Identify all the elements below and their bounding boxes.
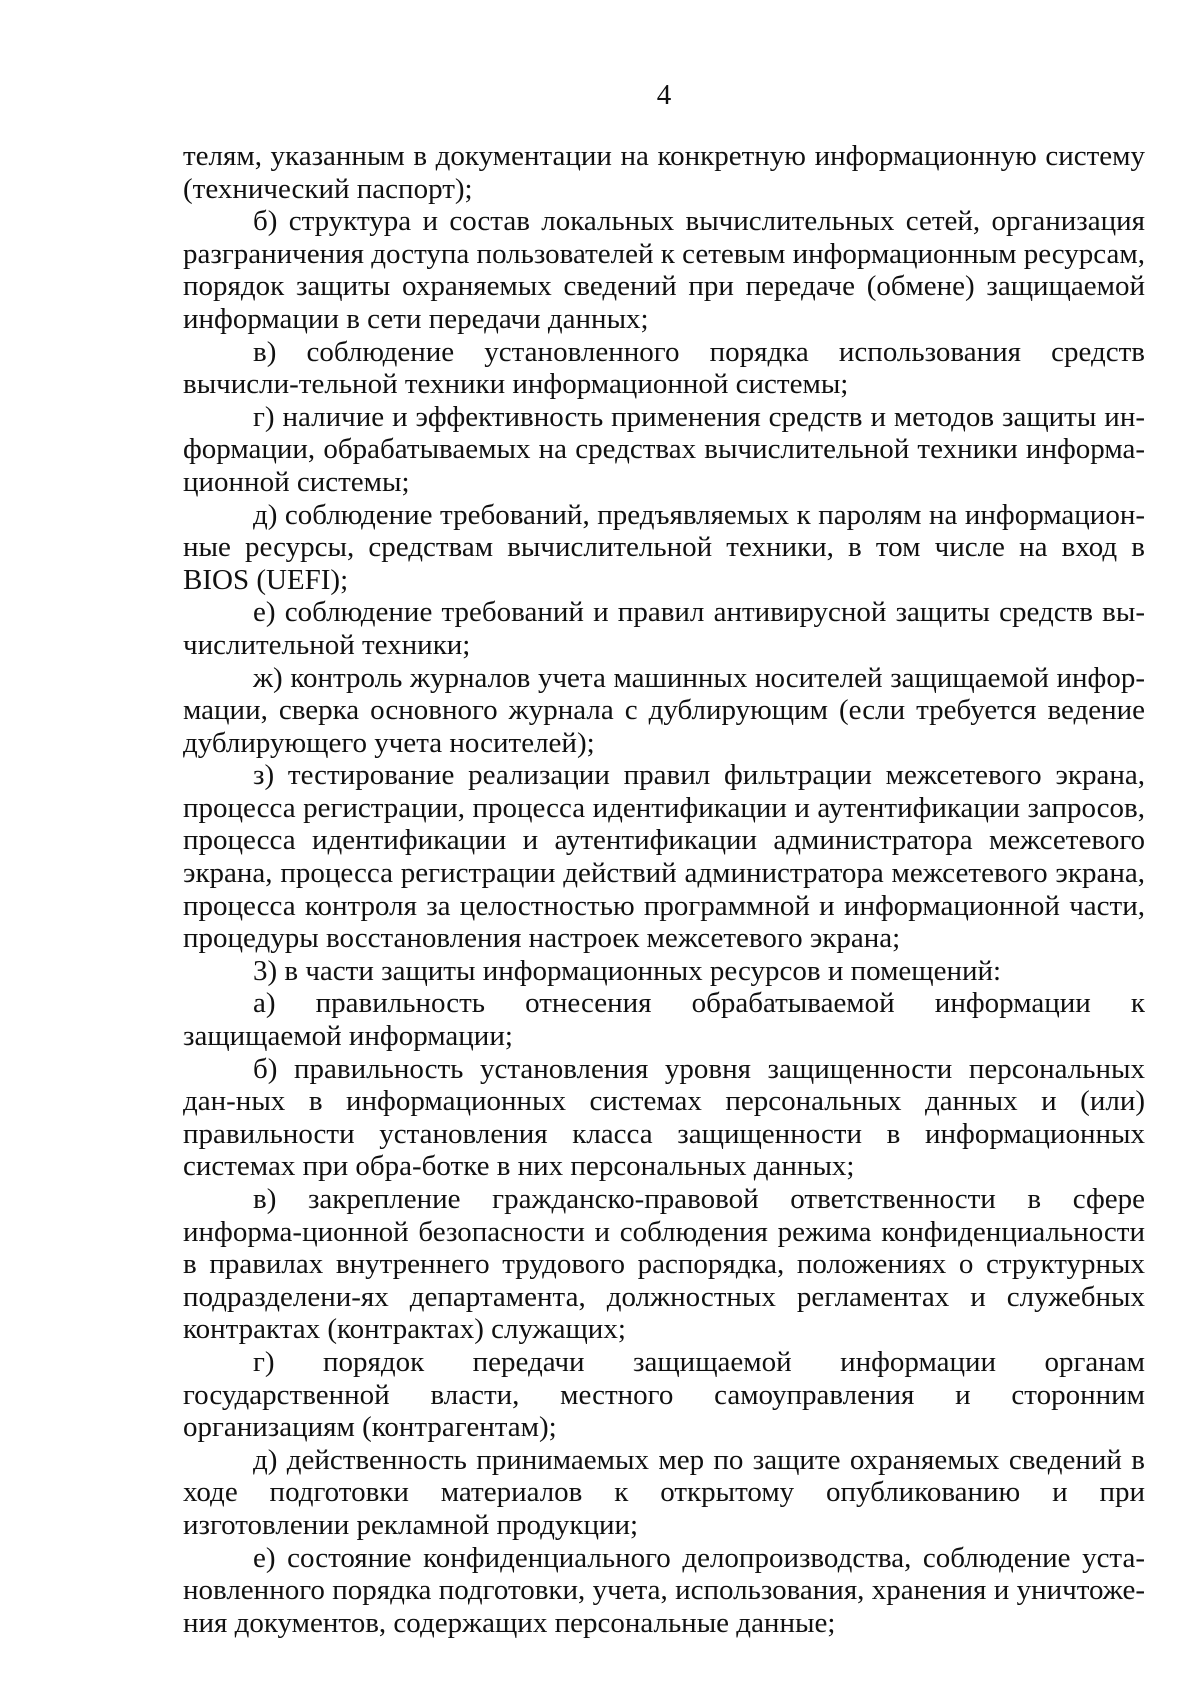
paragraph: е) соблюдение требований и правил антивирусной защиты средств вы-числительной техники; [183,596,1145,661]
paragraph: з) тестирование реализации правил фильтрации межсетевого экрана, процесса регистрации, процесса идентификации и аутентификации запросов, процесса идентификации и аутентификации администратора межсетевого экрана, процесса регистрации действий администратора межсетевого экрана, процесса контроля за целостностью программной и информационной части, процедуры восстановления настроек межсетевого экрана; [183,759,1145,955]
paragraph: телям, указанным в документации на конкретную информационную систему (технический паспорт); [183,140,1145,205]
paragraph: г) порядок передачи защищаемой информации органам государственной власти, местного самоуправления и сторонним организациям (контрагентам); [183,1345,1145,1444]
page-number: 4 [656,79,672,111]
paragraph: б) правильность установления уровня защищенности персональных дан-ных в информационных системах персональных данных и (или) правильности установления класса защищенности в информационных системах при обра-ботке в них персональных данных; [183,1052,1145,1183]
paragraph: г) наличие и эффективность применения средств и методов защиты ин-формации, обрабатываемых на средствах вычислительной техники информа-ционной системы; [183,400,1145,498]
paragraph: д) действенность принимаемых мер по защите охраняемых сведений в ходе подготовки материалов к открытому опубликованию и при изготовлении рекламной продукции; [183,1443,1145,1541]
paragraph: а) правильность отнесения обрабатываемой информации к защищаемой информации; [183,987,1145,1053]
paragraph: е) состояние конфиденциального делопроизводства, соблюдение уста-новленного порядка подготовки, учета, использования, хранения и уничтоже-ния документов, содержащих персональные данные; [183,1541,1145,1639]
paragraph: б) структура и состав локальных вычислительных сетей, организация разграничения доступа пользователей к сетевым информационным ресурсам, порядок защиты охраняемых сведений при передаче (обмене) защищаемой информации в сети передачи данных; [183,205,1145,335]
paragraph: д) соблюдение требований, предъявляемых к паролям на информацион-ные ресурсы, средствам вычислительной техники, в том числе на вход в BIOS (UEFI); [183,498,1145,596]
paragraph: в) закрепление гражданско-правовой ответственности в сфере информа-ционной безопасности и соблюдения режима конфиденциальности в правилах внутреннего трудового распорядка, положениях о структурных подразделени-ях департамента, должностных регламентах и служебных контрактах (контрактах) служащих; [183,1183,1145,1346]
document-body [183,140,1145,1639]
paragraph: 3) в части защиты информационных ресурсов и помещений: [253,954,1002,987]
paragraph: в) соблюдение установленного порядка использования средств вычисли-тельной техники информационной системы; [183,335,1145,401]
paragraph: ж) контроль журналов учета машинных носителей защищаемой инфор-мации, сверка основного журнала с дублирующим (если требуется ведение дублирующего учета носителей); [183,661,1145,759]
